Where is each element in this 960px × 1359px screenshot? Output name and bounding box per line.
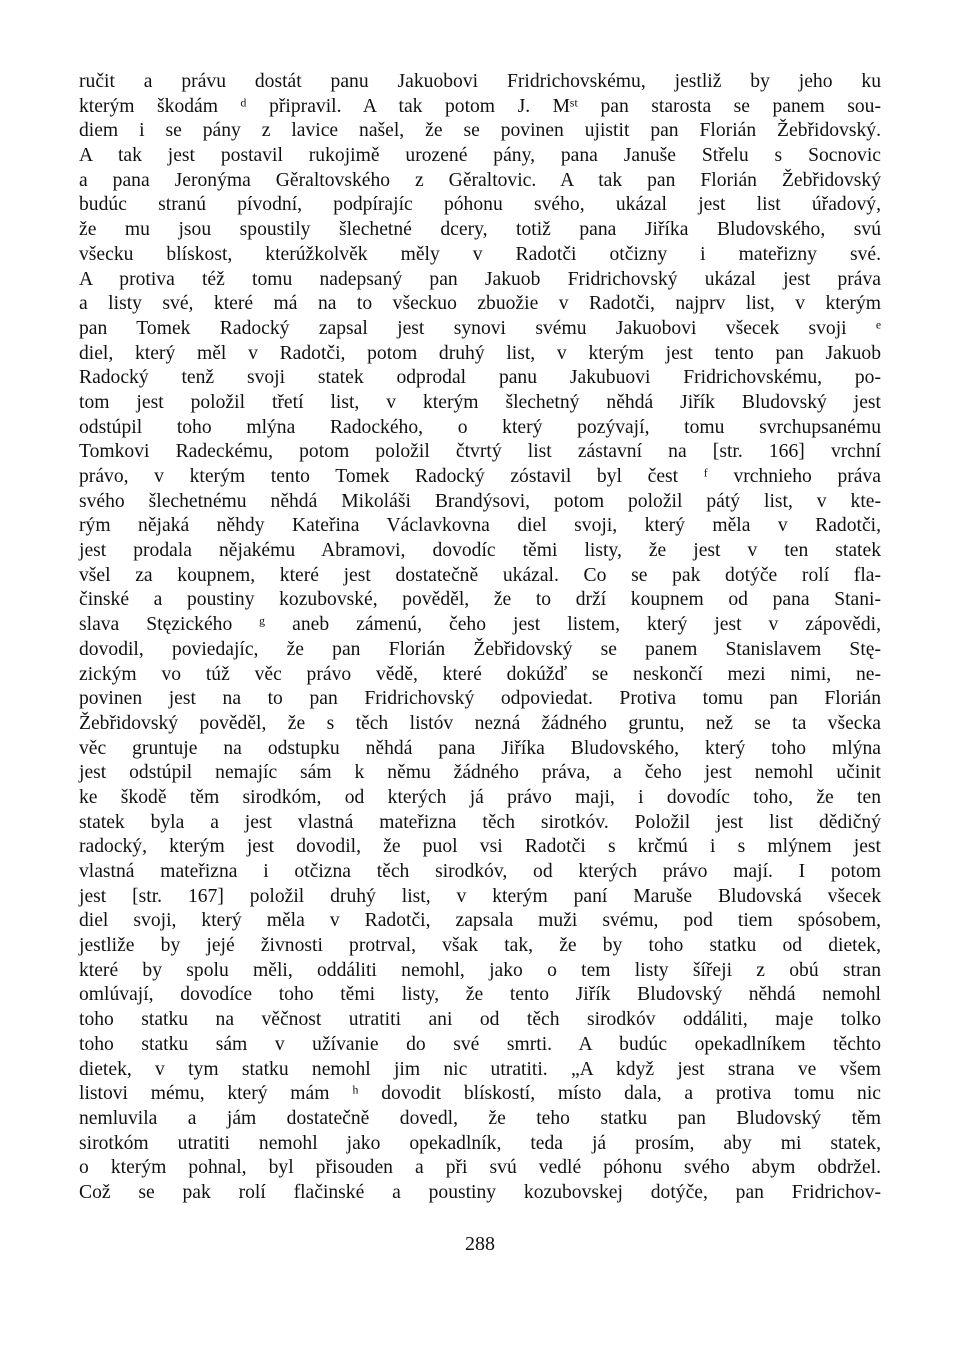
text-line: toho statku sám v užívanie do své smrti. A budúc opekadlníkem těchto [79,1033,881,1055]
body-text [79,70,881,1230]
text-line: všecku blískost, kterúžkolvěk měly v Radotči otčizny i mateřizny své. [79,243,881,265]
text-line: nemluvila a jám dostatečně dovedl, že teho statku pan Bludovský těm [79,1107,881,1129]
text-line: radocký, kterým jest dovodil, že puol vsi Radotči s krčmú i s mlýnem jest [79,836,881,858]
text-line: povinen jest na to pan Fridrichovský odpoviedat. Protiva tomu pan Florián [79,688,881,710]
text-line: jest prodala nějakému Abramovi, dovodíc těmi listy, že jest v ten statek [79,540,881,562]
text-line [79,1206,881,1231]
text-line: kterým škodám ᵈ připravil. A tak potom J. Mˢᵗ pan starosta se panem sou- [79,95,881,117]
text-line: sirotkóm utratiti nemohl jako opekadlník, teda já prosím, aby mi statek, [79,1132,881,1154]
text-line: ručit a právu dostát panu Jakuobovi Fridrichovskému, jestliž by jeho ku [79,71,881,92]
text-line: jestliže by jejé živnosti protrval, však tak, že by toho statku od dietek, [79,935,881,957]
text-line: a listy své, které má na to všeckuo zbuožie v Radotči, najprv list, v kterým [79,293,881,315]
page-number: 288 [465,1233,495,1255]
text-line: všel za koupnem, které jest dostatečně ukázal. Co se pak dotýče rolí fla- [79,564,881,586]
text-line: slava Stęzického ᵍ aneb zámenú, čeho jest listem, který jest v zápovědi, [79,614,881,636]
text-line: právo, v kterým tento Tomek Radocký zóstavil byl čest ᶠ vrchnieho práva [79,466,881,487]
text-line: listovi mému, který mám ʰ dovodit blískostí, místo dala, a protiva tomu nic [79,1083,881,1105]
text-line: Radocký tenž svoji statek odprodal panu Jakubuovi Fridrichovskému, po- [79,367,881,389]
text-line: statek byla a jest vlastná mateřizna těch sirotkóv. Položil jest list dědičný [79,811,881,833]
text-line: svého šlechetnému něhdá Mikoláši Brandýsovi, potom položil pátý list, v kte- [79,490,881,512]
text-line: jest odstúpil nemajíc sám k němu žádného práva, a čeho jest nemohl učinit [79,762,881,784]
text-line: Což se pak rolí flačinské a poustiny kozubovskej dotýče, pan Fridrichov- [79,1181,881,1203]
text-line: o kterým pohnal, byl přisouden a při svú vedlé póhonu svého abym obdržel. [79,1157,881,1179]
text-line: které by spolu měli, oddáliti nemohl, jako o tem listy šířeji z obú stran [79,959,881,981]
text-line: toho statku na věčnost utratiti ani od těch sirodkóv oddáliti, maje tolko [79,1009,881,1031]
text-line: Tomkovi Radeckému, potom položil čtvrtý list zástavní na [str. 166] vrchní [79,441,881,463]
text-line: jest [str. 167] položil druhý list, v kterým paní Maruše Bludovská všecek [79,885,881,907]
text-line: činské a poustiny kozubovské, pověděl, že to drží koupnem od pana Stani- [79,589,881,611]
text-line: omlúvají, dovodíce toho těmi listy, že tento Jiřík Bludovský něhdá nemohl [79,984,881,1006]
text-line: ke škodě těm sirodkóm, od kterých já právo maji, i dovodíc toho, že ten [79,786,881,808]
text-line: diem i se pány z lavice našel, že se povinen ujistit pan Florián Žebřidovský. [79,120,881,142]
text-line: tom jest položil třetí list, v kterým šlechetný něhdá Jiřík Bludovský jest [79,391,881,413]
text-line: pan Tomek Radocký zapsal jest synovi svému Jakuobovi všecek svoji ᵉ [79,317,881,339]
text-line: že mu jsou spoustily šlechetné dcery, totiž pana Jiříka Bludovského, svú [79,219,881,241]
text-line: a pana Jeronýma Gěraltovského z Gěraltovic. A tak pan Florián Žebřidovský [79,169,881,191]
text-line: odstúpil toho mlýna Radockého, o který pozývají, tomu svrchupsanému [79,416,881,438]
text-line: A tak jest postavil rukojimě urozené pány, pana Januše Střelu s Socnovic [79,145,881,167]
text-line: A protiva též tomu nadepsaný pan Jakuob Fridrichovský ukázal jest práva [79,268,881,290]
text-line: diel, který měl v Radotči, potom druhý list, v kterým jest tento pan Jakuob [79,342,881,364]
text-line: vlastná mateřizna i otčizna těch sirodkóv, od kterých právo mají. I potom [79,861,881,882]
text-line: rým nějaká něhdy Kateřina Václavkovna diel svoji, který měla v Radotči, [79,515,881,537]
text-line: dovodil, poviedajíc, že pan Florián Žebřidovský se panem Stanislavem Stę- [79,638,881,660]
text-line: diel svoji, který měla v Radotči, zapsala muži svému, pod tiem spósobem, [79,910,881,932]
text-line: Žebřidovský pověděl, že s těch listóv nezná žádného gruntu, než se ta všecka [79,712,881,734]
text-line: budúc stranú pívodní, podpírajíc póhonu svého, ukázal jest list úřadový, [79,194,881,216]
text-line: zickým vo túž věc právo vědě, které dokúžď se neskončí mezi nimi, ne- [79,663,881,685]
text-line: věc gruntuje na odstupku něhdá pana Jiříka Bludovského, který toho mlýna [79,737,881,759]
text-line: dietek, v tym statku nemohl jim nic utratiti. „A když jest strana ve všem [79,1058,881,1080]
